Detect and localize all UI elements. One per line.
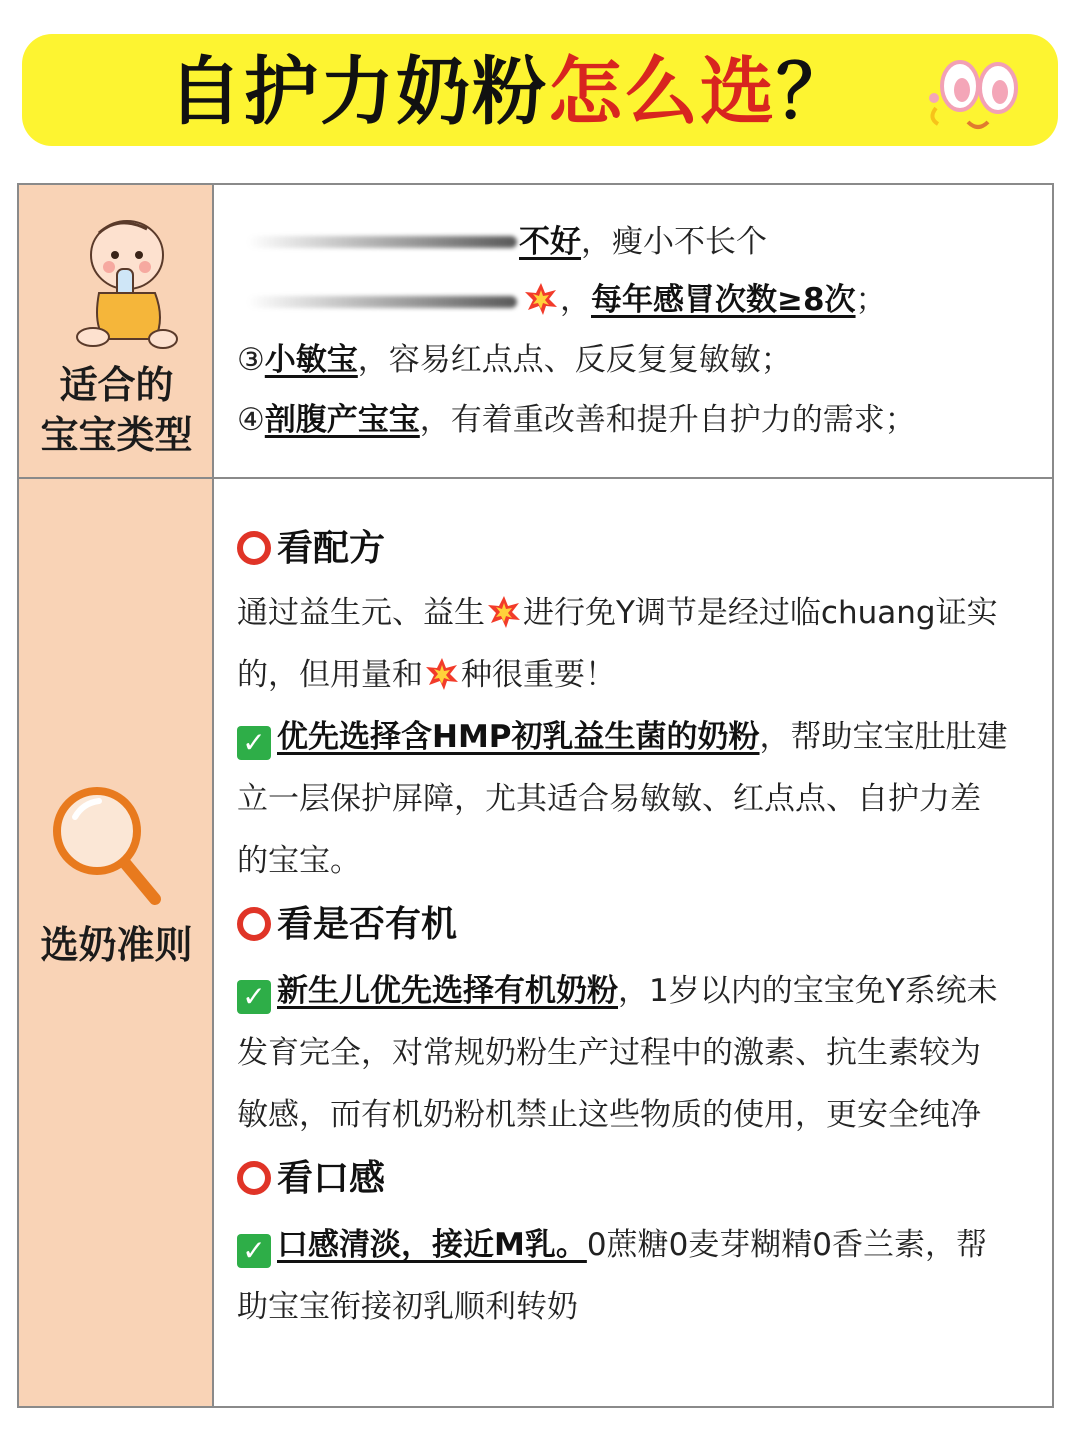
row-divider (19, 477, 1052, 479)
section-formula-heading: 看配方 (237, 527, 385, 571)
s2-line1: ✓ 新生儿优先选择有机奶粉，1岁以内的宝宝免Y系统未 (237, 971, 998, 1014)
boom-emoji-icon (524, 282, 558, 316)
row1-line3: ③小敏宝，容易红点点、反反复复敏敏； (237, 342, 792, 378)
blurred-text-1 (247, 236, 517, 248)
row1-line2: ，每年感冒次数≥8次； (522, 280, 887, 320)
green-check-icon: ✓ (237, 1234, 271, 1268)
green-check-icon: ✓ (237, 726, 271, 760)
s1-line3: ✓ 优先选择含HMP初乳益生菌的奶粉，帮助宝宝肚肚建 (237, 717, 1008, 760)
title-banner (22, 34, 1058, 146)
info-table (17, 183, 1054, 1408)
s1-line5: 的宝宝。 (237, 843, 361, 879)
page-title (22, 49, 1058, 135)
green-check-icon: ✓ (237, 980, 271, 1014)
s3-line1: ✓ 口感清淡，接近M乳。0蔗糖0麦芽糊精0香兰素，帮 (237, 1225, 987, 1268)
section-organic-heading: 看是否有机 (237, 903, 457, 947)
row1-content (237, 220, 1052, 460)
row1-label-line2: 宝宝类型 (40, 413, 193, 457)
row2-content (237, 525, 1052, 1385)
boom-emoji-icon (425, 657, 459, 691)
blurred-text-2 (247, 296, 517, 308)
s3-line2: 助宝宝衔接初乳顺利转奶 (237, 1289, 578, 1325)
s1-line2: 的，但用量和 种很重要！ (237, 657, 616, 693)
baby-illustration (59, 207, 189, 357)
red-circle-icon (237, 907, 271, 941)
row1-line4: ④剖腹产宝宝，有着重改善和提升自护力的需求； (237, 402, 916, 438)
boom-emoji-icon (487, 595, 521, 629)
s1-line4: 立一层保护屏障，尤其适合易敏敏、红点点、自护力差 (237, 781, 981, 817)
title-part-red: 怎么选 (548, 49, 776, 135)
row1-line1: 不好，瘦小不长个 (519, 224, 767, 260)
section-taste-heading: 看口感 (237, 1157, 385, 1201)
s2-line2: 发育完全，对常规奶粉生产过程中的激素、抗生素较为 (237, 1035, 981, 1071)
red-circle-icon (237, 1161, 271, 1195)
s2-line3: 敏感，而有机奶粉机禁止这些物质的使用，更安全纯净 (237, 1097, 981, 1133)
magnifier-icon (47, 781, 165, 911)
s1-line1: 通过益生元、益生 进行免Y调节是经过临chuang证实 (237, 595, 998, 631)
title-question-mark: ？ (776, 49, 852, 135)
row2-label: 选奶准则 (40, 923, 193, 967)
title-part-black: 自护力奶粉 (168, 49, 548, 135)
row1-label-line1: 适合的 (59, 363, 174, 407)
red-circle-icon (237, 531, 271, 565)
cute-face-decoration (918, 48, 1028, 138)
